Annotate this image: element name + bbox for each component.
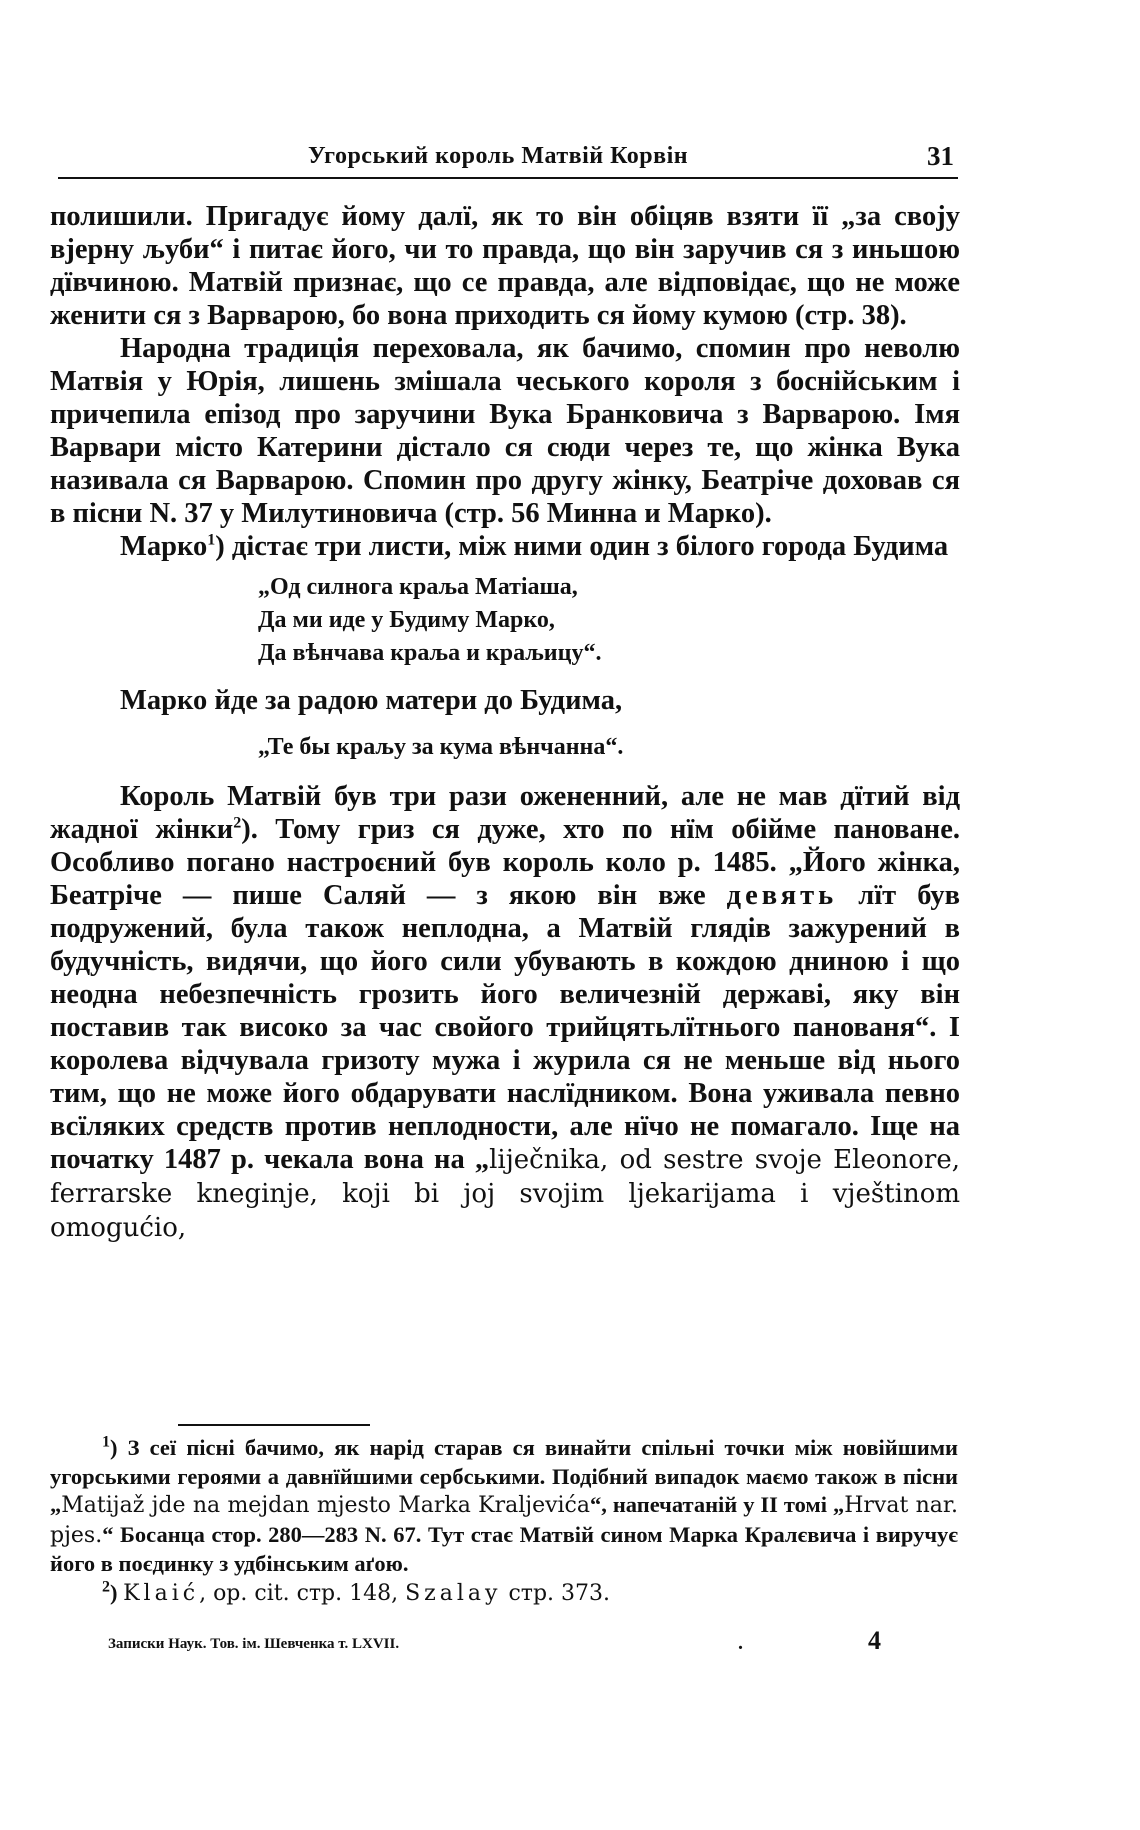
footnote-2-mark: 2 — [102, 1578, 110, 1595]
sheet-number: 4 — [868, 1626, 881, 1655]
author-szalay: Szalay — [405, 1580, 502, 1606]
paragraph-3 — [50, 530, 960, 563]
paragraph-3-rest: ) дістає три листи, між ними один з білого города Будима — [215, 531, 949, 562]
paragraph-4: Марко йде за радою матери до Будима, — [120, 685, 623, 716]
footnotes — [50, 1434, 958, 1608]
footnote-2-text-2: стр. 373. — [501, 1580, 611, 1606]
footnote-1-text: ) З сеї пісні бачимо, як нарід старав ся винайти спільні точки між новійшими угорськими героями а давнїйшими сербськими. Подібний випадок маємо також в пісни „ — [50, 1435, 958, 1517]
main-text — [50, 200, 960, 1245]
spaced-word: девять — [726, 880, 838, 911]
footnote-1 — [50, 1434, 958, 1579]
footer-dot: . — [738, 1632, 743, 1654]
footnote-2: $^2$) Klaić, op. cit. стр. 148, Szalay стр. 373. — [102, 1578, 611, 1606]
footnote-1-latin-source: Hrvat nar. pjes. — [50, 1493, 958, 1548]
latin-quote: liječnika, od sestre svoje Eleonore, ferrarske kneginje, koji bi joj svojim ljekarijama i vještinom omogućio, — [50, 1145, 960, 1243]
verse-line: Да ми иде у Будиму Марко, — [258, 607, 555, 633]
page-number: 31 — [927, 141, 954, 171]
footnote-ref-1: 1 — [207, 531, 216, 549]
footnote-1-latin-title: Matijaž jde na mejdan mjesto Marka Kraljevića — [61, 1493, 590, 1518]
header-title: Угорський король Матвій Корвін — [308, 143, 689, 169]
footnote-ref-2: 2 — [233, 814, 242, 832]
footnote-rule — [178, 1424, 370, 1426]
author-klaic: Klaić — [123, 1580, 200, 1606]
paragraph-5-mid: ). Тому гриз ся дуже, хто по нїм обійме пановане. Особливо погано настроєний був король коло р. 1485. „Його жінка, Беатріче — пише Саляй — з якою він вже — [50, 814, 960, 911]
verse-line: „Од силнога краља Матіаша, — [258, 574, 578, 600]
verse-quote-1 — [258, 571, 960, 670]
page-footer — [108, 1626, 908, 1662]
footnote-1-text-2: “, напечатаній у II томі „ — [590, 1492, 845, 1517]
paragraph-3-start: Марко — [120, 531, 208, 562]
verse-line: Да вѣнчава краља и краљицу“. — [258, 640, 602, 666]
paragraph-5-cont: лїт був подружений, була також неплодна, а Матвій глядів зажурений в будучність, видячи, що його сили убувають в кождою дниною і що неодна небезпечність грозить його величезній державі, яку він поставив так високо за час свойого трийцятьлїтнього панованя“. І королева відчувала гризоту мужа і журила ся не меньше від нього тим, що не може його обдарувати наслїдником. Вона уживала певно всїляких средств против неплодности, але нїчо не помагало. Іще на початку 1487 р. чекала вона на „ — [50, 880, 960, 1175]
paragraph-2: Народна традиція переховала, як бачимо, спомин про неволю Матвія у Юрія, лишень змішала чеського короля з боснійським і причепила епізод про заручини Вука Бранковича з Варварою. Імя Варвари місто Катерини дістало ся сюди через те, що жінка Вука називала ся Варварою. Спомин про другу жінку, Беатріче доховав ся в пісни N. 37 у Милутиновича (стр. 56 Минна и Марко). — [50, 333, 960, 529]
signature-line: Записки Наук. Тов. ім. Шевченка т. LXVII. — [108, 1636, 400, 1652]
paragraph-5-start: Король Матвій був три рази ожененний, але не мав дїтий від жадної жінки — [50, 781, 960, 845]
paragraph-5 — [50, 780, 960, 1245]
verse-quote-2: „Те бы краљу за кума вѣнчанна“. — [258, 734, 624, 760]
footnote-1-text-3: “ Босанца стор. 280—283 N. 67. Тут стає Матвій сином Марка Кралєвича і виручує його в поєдинку з удбінським аґою. — [50, 1521, 958, 1576]
footnote-2-text: , op. cit. стр. 148, — [199, 1580, 406, 1606]
running-header — [58, 143, 958, 179]
paragraph-1: полишили. Пригадує йому далї, як то він обіцяв взяти її „за своју вјерну љуби“ і питає його, чи то правда, що він заручив ся з иньшою дївчиною. Матвій признає, що се правда, але відповідає, що не може женити ся з Варварою, бо вона приходить ся йому кумою (стр. 38). — [50, 201, 960, 331]
footnote-1-mark: 1 — [102, 1433, 110, 1451]
